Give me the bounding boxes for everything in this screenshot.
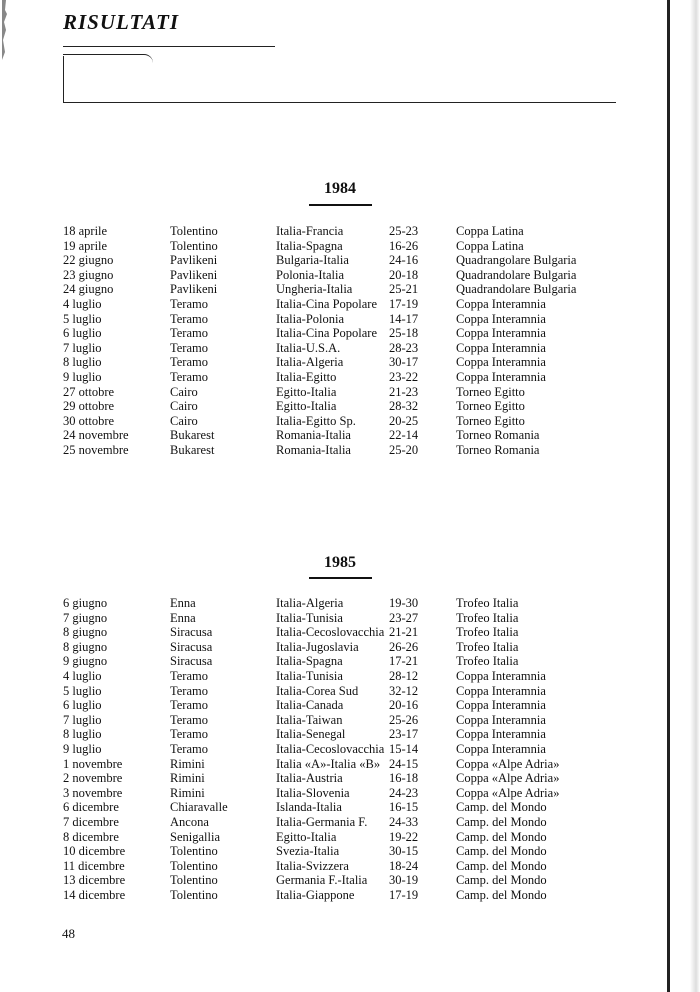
match-date: 22 giugno [63,253,114,268]
match-date: 23 giugno [63,267,114,282]
match-competition: Coppa Interamnia [456,311,546,326]
match-score: 24-33 [389,815,419,829]
match-score: 17-19 [389,297,419,311]
year-underline-1984 [309,204,372,206]
match-venue: Teramo [170,683,208,698]
match-venue: Teramo [170,340,208,355]
match-venue: Cairo [170,413,198,428]
match-score: 21-21 [389,625,419,640]
match-date: 7 dicembre [63,815,119,829]
match-venue: Bukarest [170,428,215,443]
match-teams: Italia «A»-Italia «B» [276,756,381,771]
match-competition: Torneo Egitto [456,399,525,414]
match-teams: Italia-Polonia [276,311,345,326]
match-score: 23-17 [389,727,419,742]
match-teams: Italia-Giappone [276,888,355,902]
match-score: 28-32 [389,399,419,414]
match-date: 5 luglio [63,311,102,326]
match-score: 20-18 [389,267,419,282]
match-venue: Cairo [170,399,198,414]
match-competition: Coppa Interamnia [456,727,546,742]
year-heading-1984: 1984 [324,180,356,197]
match-score: 23-27 [389,610,419,625]
match-competition: Trofeo Italia [456,639,519,654]
match-score: 24-16 [389,253,419,268]
match-teams: Italia-Cecoslovacchia [276,742,385,756]
match-score: 25-20 [389,443,419,457]
match-venue: Tolentino [170,858,218,873]
match-venue: Teramo [170,669,208,683]
match-venue: Cairo [170,384,198,399]
match-venue: Rimini [170,771,205,786]
match-date: 1 novembre [63,756,123,771]
match-score: 30-19 [389,873,419,888]
match-competition: Torneo Romania [456,428,540,443]
match-competition: Coppa Latina [456,238,524,253]
match-date: 29 ottobre [63,399,115,414]
match-venue: Teramo [170,311,208,326]
match-teams: Italia-Tunisia [276,669,343,683]
heading-underline [63,46,275,47]
match-date: 8 giugno [63,625,108,640]
match-date: 14 dicembre [63,888,126,902]
match-score: 24-15 [389,756,419,771]
match-date: 4 luglio [63,297,102,311]
match-score: 16-18 [389,771,419,786]
match-score: 16-26 [389,238,419,253]
match-teams: Italia-Algeria [276,596,344,610]
match-teams: Svezia-Italia [276,844,340,859]
match-competition: Coppa «Alpe Adria» [456,771,560,786]
match-teams: Italia-Cecoslovacchia [276,625,385,640]
match-score: 17-21 [389,654,419,669]
match-venue: Bukarest [170,443,215,457]
match-date: 6 luglio [63,326,102,341]
match-date: 8 luglio [63,355,102,370]
match-date: 9 giugno [63,654,108,669]
match-venue: Ancona [170,815,209,829]
match-score: 20-25 [389,413,419,428]
match-teams: Italia-Jugoslavia [276,639,359,654]
match-teams: Italia-U.S.A. [276,340,341,355]
match-venue: Siracusa [170,654,213,669]
match-teams: Italia-Svizzera [276,858,349,873]
match-venue: Enna [170,610,196,625]
match-competition: Torneo Romania [456,443,540,457]
year-heading-1985: 1985 [324,554,356,571]
match-date: 9 luglio [63,742,102,756]
match-teams: Egitto-Italia [276,829,337,844]
match-date: 10 dicembre [63,844,126,859]
match-date: 5 luglio [63,683,102,698]
match-venue: Tolentino [170,224,218,238]
match-competition: Coppa Interamnia [456,698,546,713]
match-teams: Islanda-Italia [276,800,342,815]
match-date: 13 dicembre [63,873,126,888]
match-venue: Tolentino [170,844,218,859]
match-date: 30 ottobre [63,413,115,428]
match-teams: Italia-Senegal [276,727,346,742]
match-teams: Egitto-Italia [276,384,337,399]
match-date: 6 dicembre [63,800,119,815]
scan-corner-mark [0,0,14,60]
match-score: 28-12 [389,669,419,683]
match-date: 7 giugno [63,610,108,625]
match-venue: Senigallia [170,829,220,844]
match-teams: Italia-Francia [276,224,344,238]
match-competition: Quadrangolare Bulgaria [456,253,577,268]
match-competition: Coppa Interamnia [456,669,546,683]
match-competition: Camp. del Mondo [456,873,547,888]
match-venue: Teramo [170,355,208,370]
match-teams: Italia-Austria [276,771,343,786]
match-date: 9 luglio [63,370,102,384]
match-venue: Teramo [170,742,208,756]
match-competition: Coppa Interamnia [456,370,546,384]
match-competition: Coppa Interamnia [456,355,546,370]
match-venue: Pavlikeni [170,253,218,268]
match-competition: Camp. del Mondo [456,858,547,873]
match-venue: Teramo [170,727,208,742]
match-teams: Romania-Italia [276,443,351,457]
match-competition: Quadrandolare Bulgaria [456,282,577,297]
match-teams: Ungheria-Italia [276,282,353,297]
match-venue: Chiaravalle [170,800,228,815]
match-score: 15-14 [389,742,419,756]
match-teams: Italia-Germania F. [276,815,368,829]
match-score: 22-14 [389,428,419,443]
match-date: 7 luglio [63,340,102,355]
match-competition: Coppa «Alpe Adria» [456,756,560,771]
match-score: 21-23 [389,384,419,399]
match-venue: Rimini [170,785,205,800]
match-teams: Italia-Slovenia [276,785,350,800]
match-score: 24-23 [389,785,419,800]
page-number: 48 [62,926,75,941]
match-score: 14-17 [389,311,419,326]
match-teams: Italia-Tunisia [276,610,343,625]
match-date: 11 dicembre [63,858,125,873]
match-date: 24 novembre [63,428,129,443]
match-venue: Siracusa [170,625,213,640]
match-teams: Italia-Cina Popolare [276,326,378,341]
match-score: 32-12 [389,683,419,698]
match-venue: Rimini [170,756,205,771]
match-date: 3 novembre [63,785,123,800]
match-date: 27 ottobre [63,384,115,399]
match-date: 8 luglio [63,727,102,742]
match-date: 18 aprile [63,224,108,238]
match-teams: Italia-Egitto [276,370,337,384]
match-venue: Siracusa [170,639,213,654]
match-teams: Italia-Cina Popolare [276,297,378,311]
match-teams: Italia-Spagna [276,654,343,669]
match-competition: Coppa Interamnia [456,742,546,756]
match-venue: Teramo [170,712,208,727]
match-venue: Pavlikeni [170,267,218,282]
match-competition: Trofeo Italia [456,654,519,669]
match-venue: Teramo [170,698,208,713]
match-venue: Tolentino [170,888,218,902]
match-score: 25-21 [389,282,419,297]
match-date: 4 luglio [63,669,102,683]
match-date: 6 giugno [63,596,108,610]
match-teams: Romania-Italia [276,428,351,443]
match-score: 25-26 [389,712,419,727]
match-score: 23-22 [389,370,419,384]
match-competition: Coppa Interamnia [456,326,546,341]
match-competition: Trofeo Italia [456,596,519,610]
match-date: 8 giugno [63,639,108,654]
match-competition: Camp. del Mondo [456,800,547,815]
match-venue: Tolentino [170,238,218,253]
match-score: 25-18 [389,326,419,341]
match-score: 18-24 [389,858,419,873]
match-venue: Pavlikeni [170,282,218,297]
match-venue: Teramo [170,370,208,384]
match-score: 30-15 [389,844,419,859]
match-score: 19-30 [389,596,419,610]
match-teams: Italia-Algeria [276,355,344,370]
match-date: 6 luglio [63,698,102,713]
match-competition: Coppa Latina [456,224,524,238]
heading-box-bottom-rule [63,92,616,103]
match-competition: Trofeo Italia [456,610,519,625]
match-score: 25-23 [389,224,419,238]
match-score: 30-17 [389,355,419,370]
match-venue: Teramo [170,326,208,341]
match-competition: Trofeo Italia [456,625,519,640]
match-competition: Camp. del Mondo [456,815,547,829]
match-teams: Polonia-Italia [276,267,345,282]
page-heading: RISULTATI [63,10,179,34]
match-date: 2 novembre [63,771,123,786]
match-competition: Coppa Interamnia [456,340,546,355]
match-competition: Torneo Egitto [456,413,525,428]
match-teams: Italia-Corea Sud [276,683,359,698]
match-competition: Torneo Egitto [456,384,525,399]
match-date: 25 novembre [63,443,129,457]
match-competition: Coppa Interamnia [456,297,546,311]
match-competition: Camp. del Mondo [456,844,547,859]
match-date: 8 dicembre [63,829,119,844]
match-teams: Italia-Taiwan [276,712,343,727]
match-score: 20-16 [389,698,419,713]
match-score: 26-26 [389,639,419,654]
match-score: 19-22 [389,829,419,844]
match-competition: Camp. del Mondo [456,829,547,844]
match-teams: Italia-Egitto Sp. [276,413,356,428]
match-competition: Quadrandolare Bulgaria [456,267,577,282]
match-date: 7 luglio [63,712,102,727]
match-teams: Italia-Spagna [276,238,343,253]
match-score: 28-23 [389,340,419,355]
match-competition: Coppa «Alpe Adria» [456,785,560,800]
match-teams: Italia-Canada [276,698,344,713]
match-date: 19 aprile [63,238,108,253]
match-score: 16-15 [389,800,419,815]
match-venue: Teramo [170,297,208,311]
year-underline-1985 [309,577,372,579]
match-competition: Coppa Interamnia [456,712,546,727]
match-venue: Tolentino [170,873,218,888]
match-venue: Enna [170,596,196,610]
match-score: 17-19 [389,888,419,902]
match-competition: Coppa Interamnia [456,683,546,698]
match-teams: Bulgaria-Italia [276,253,349,268]
match-teams: Germania F.-Italia [276,873,368,888]
match-date: 24 giugno [63,282,114,297]
page-binding-edge [667,0,700,992]
heading-box-curve [63,54,153,63]
match-teams: Egitto-Italia [276,399,337,414]
match-competition: Camp. del Mondo [456,888,547,902]
